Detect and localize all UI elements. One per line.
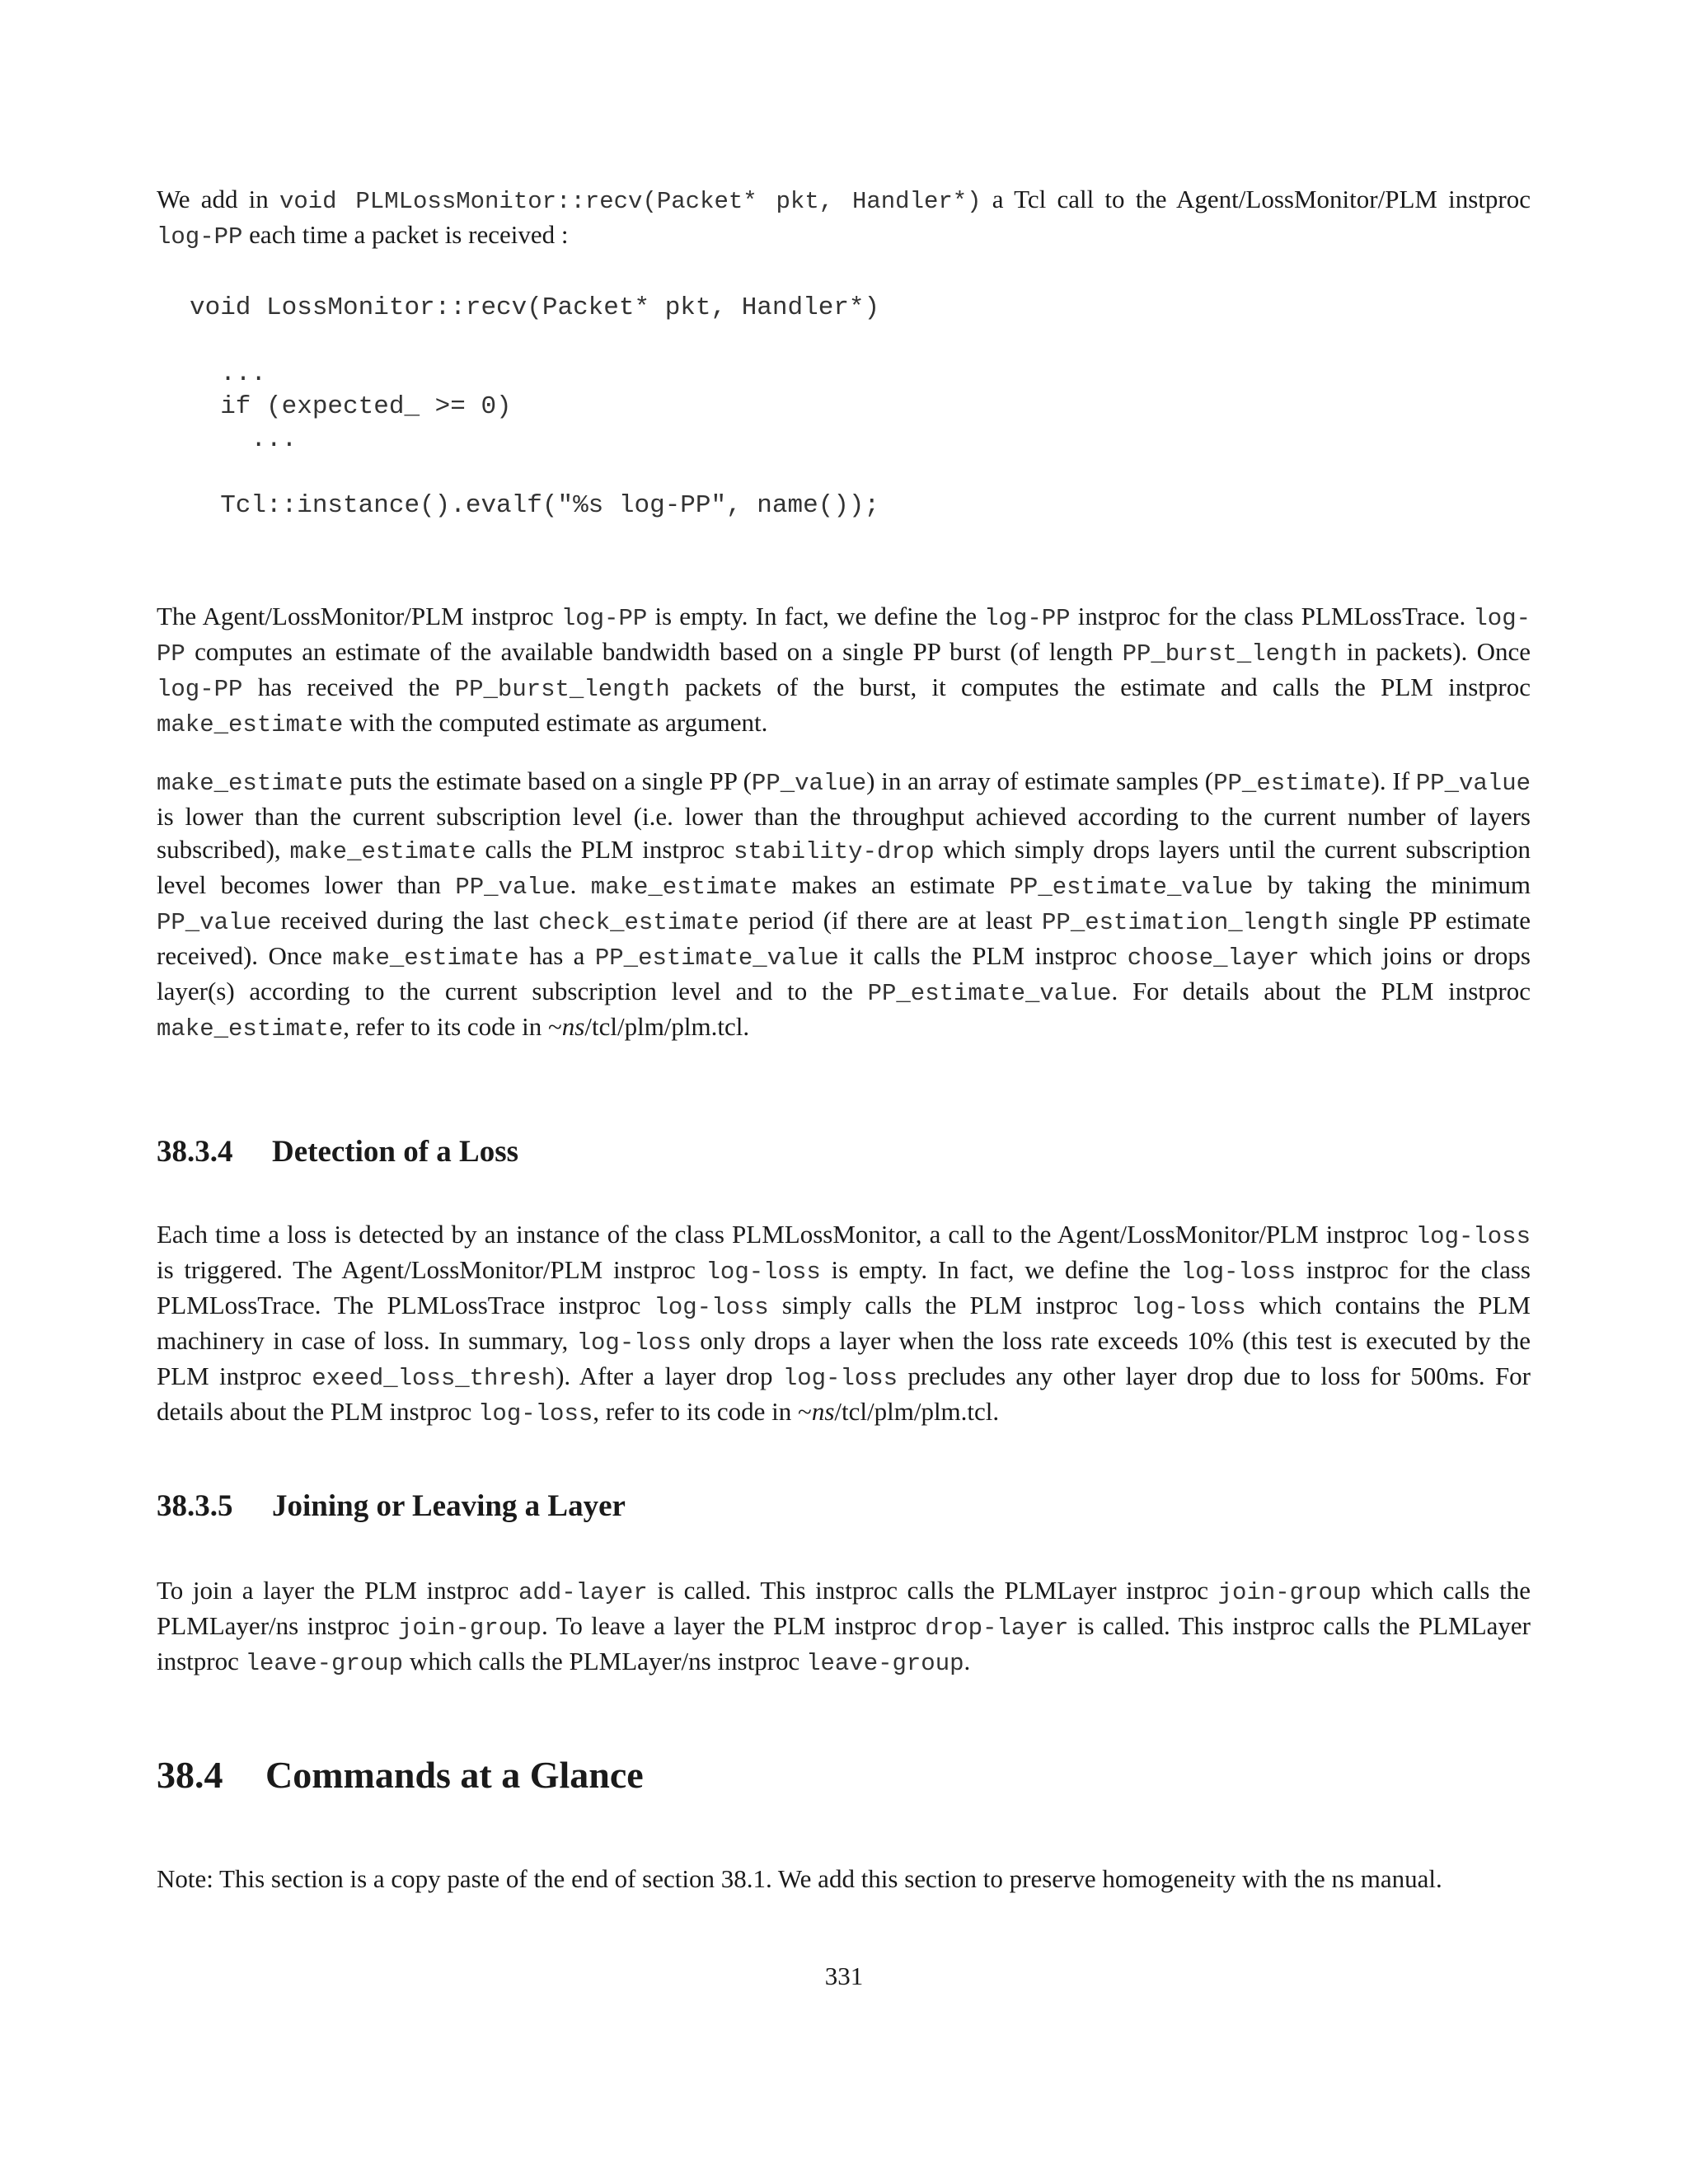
section-title: Joining or Leaving a Layer	[272, 1489, 626, 1523]
text-run: by taking the minimum	[1253, 870, 1531, 899]
text-run: is called. This instproc calls the PLMLayer instproc	[647, 1576, 1218, 1605]
text-run: in packets). Once	[1337, 637, 1531, 666]
code-run: PP_value	[157, 909, 272, 936]
text-run: .	[964, 1647, 971, 1675]
code-run: log-loss	[706, 1258, 821, 1286]
code-run: make_estimate	[590, 874, 778, 901]
code-run: add-layer	[518, 1579, 648, 1606]
code-run: join-group	[1217, 1579, 1362, 1606]
code-run: PP_estimate_value	[1009, 874, 1254, 901]
text-run: packets of the burst, it computes the estimate and calls the PLM instproc	[669, 673, 1531, 701]
text-run: . To leave a layer the PLM instproc	[541, 1611, 926, 1640]
code-line: ...	[190, 425, 298, 454]
code-run: log-PP	[984, 605, 1071, 632]
text-run: /tcl/plm/plm.tcl.	[584, 1012, 750, 1041]
code-run: log-loss	[478, 1400, 593, 1427]
text-run: has received the	[242, 673, 455, 701]
text-run: which calls the PLMLayer/ns instproc	[157, 1576, 1531, 1640]
text-run: precludes any other layer drop due to loss for 500ms. For details about the PLM instproc	[157, 1361, 1531, 1426]
text-run: it calls the PLM instproc	[838, 941, 1128, 970]
code-run: make_estimate	[289, 838, 476, 865]
text-run: has a	[518, 941, 595, 970]
join-leave-paragraph	[157, 1574, 1531, 1680]
code-line-blank	[190, 457, 879, 490]
text-run: The Agent/LossMonitor/PLM instproc	[157, 602, 561, 630]
section-heading-3834	[157, 1134, 518, 1170]
text-run: period (if there are at least	[738, 906, 1043, 935]
text-run: is called. This instproc calls the PLMLayer instproc	[157, 1611, 1531, 1675]
text-run: single PP estimate received). Once	[157, 906, 1531, 970]
code-run: PP_value	[751, 770, 867, 797]
code-run: PP_estimate_value	[867, 980, 1112, 1007]
code-run: join-group	[397, 1615, 542, 1642]
code-run: void PLMLossMonitor::recv(Packet* pkt, Handler*)	[279, 188, 982, 215]
italic-run: ns	[811, 1397, 835, 1426]
section-number: 38.4	[157, 1754, 223, 1796]
text-run: with the computed estimate as argument.	[343, 708, 768, 737]
text-run: instproc for the class PLMLossTrace.	[1070, 602, 1474, 630]
code-run: make_estimate	[332, 944, 519, 972]
code-run: log-loss	[576, 1329, 692, 1357]
text-run: , refer to its code in ~	[593, 1397, 812, 1426]
code-run: make_estimate	[157, 711, 344, 738]
section-title: Detection of a Loss	[272, 1135, 519, 1169]
text-run: a Tcl call to the Agent/LossMonitor/PLM instproc	[981, 185, 1531, 213]
text-run: which joins or drops layer(s) according to the current subscription level and to the	[157, 941, 1531, 1005]
text-run: each time a packet is received :	[242, 220, 569, 249]
text-run: ). If	[1371, 766, 1416, 795]
code-run: drop-layer	[925, 1615, 1069, 1642]
code-line-blank	[190, 325, 879, 358]
text-run: which simply drops layers until the current subscription level becomes lower than	[157, 835, 1531, 899]
code-run: PP_value	[455, 874, 570, 901]
text-run: , refer to its code in ~	[343, 1012, 562, 1041]
text-run: Each time a loss is detected by an instance of the class PLMLossMonitor, a call to the Agent/LossMonitor/PLM instproc	[157, 1220, 1416, 1249]
section-heading-384	[157, 1752, 644, 1798]
code-run: PP_value	[1415, 770, 1531, 797]
code-run: log-loss	[1180, 1258, 1296, 1286]
italic-run: ns	[561, 1012, 585, 1041]
text-run: instproc for the class PLMLossTrace. The PLMLossTrace instproc	[157, 1255, 1531, 1319]
text-run: makes an estimate	[777, 870, 1010, 899]
code-run: PP_estimation_length	[1042, 909, 1329, 936]
code-run: PP_estimate	[1213, 770, 1372, 797]
code-line: ...	[190, 359, 267, 388]
code-run: log-PP	[157, 223, 243, 251]
page-number: 331	[824, 1961, 864, 1990]
text-run: which calls the PLMLayer/ns instproc	[403, 1647, 807, 1675]
log-pp-paragraph	[157, 600, 1531, 742]
text-run: is triggered. The Agent/LossMonitor/PLM instproc	[157, 1255, 706, 1284]
text-run: is empty. In fact, we define the	[820, 1255, 1181, 1284]
text-run: To join a layer the PLM instproc	[157, 1576, 519, 1605]
code-run: log-PP	[560, 605, 648, 632]
code-run: PP_burst_length	[454, 676, 670, 703]
section-number: 38.3.5	[157, 1489, 233, 1523]
make-estimate-paragraph	[157, 765, 1531, 1046]
text-run: Note: This section is a copy paste of the end of section 38.1. We add this section to preserve homogeneity with the ns manual.	[157, 1864, 1442, 1893]
text-run: received during the last	[271, 906, 539, 935]
code-run: make_estimate	[157, 1015, 344, 1043]
code-run: PP_estimate_value	[594, 944, 839, 972]
code-run: log-loss	[1131, 1294, 1246, 1321]
text-run: which contains the PLM machinery in case of loss. In summary,	[157, 1291, 1531, 1355]
code-run: exeed_loss_thresh	[312, 1365, 556, 1392]
text-run: .	[570, 870, 591, 899]
text-run: computes an estimate of the available bandwidth based on a single PP burst (of length	[185, 637, 1123, 666]
section-title: Commands at a Glance	[265, 1754, 644, 1796]
code-line: if (expected_ >= 0)	[190, 392, 512, 421]
text-run: We add in	[157, 185, 279, 213]
section-heading-3835	[157, 1488, 626, 1525]
code-run: check_estimate	[538, 909, 739, 936]
code-line: void LossMonitor::recv(Packet* pkt, Handler*)	[190, 293, 880, 322]
text-run: calls the PLM instproc	[476, 835, 734, 864]
code-line: Tcl::instance().evalf("%s log-PP", name());	[190, 491, 880, 520]
code-run: leave-group	[245, 1650, 404, 1677]
loss-detection-paragraph	[157, 1218, 1531, 1431]
code-run: log-loss	[654, 1294, 769, 1321]
code-block	[190, 292, 879, 523]
text-run: /tcl/plm/plm.tcl.	[834, 1397, 1000, 1426]
code-run: choose_layer	[1127, 944, 1300, 972]
code-run: log-loss	[1415, 1223, 1531, 1250]
code-run: stability-drop	[733, 838, 935, 865]
code-run: log-PP	[157, 676, 243, 703]
text-run: is empty. In fact, we define the	[647, 602, 985, 630]
code-run: log-PP	[157, 605, 1531, 668]
code-run: leave-group	[806, 1650, 964, 1677]
text-run: ). After a layer drop	[556, 1361, 783, 1390]
code-run: PP_burst_length	[1122, 640, 1338, 668]
text-run: puts the estimate based on a single PP (	[343, 766, 752, 795]
section-number: 38.3.4	[157, 1135, 233, 1169]
intro-paragraph	[157, 183, 1531, 254]
text-run: ) in an array of estimate samples (	[866, 766, 1214, 795]
text-run: simply calls the PLM instproc	[768, 1291, 1132, 1319]
code-run: log-loss	[782, 1365, 898, 1392]
code-run: make_estimate	[157, 770, 344, 797]
note-paragraph	[157, 1863, 1541, 1896]
text-run: only drops a layer when the loss rate exceeds 10% (this test is executed by the PLM instproc	[157, 1326, 1531, 1390]
text-run: . For details about the PLM instproc	[1111, 977, 1531, 1005]
text-run: is lower than the current subscription level (i.e. lower than the throughput achieved according to the current number of layers subscribed),	[157, 802, 1531, 864]
